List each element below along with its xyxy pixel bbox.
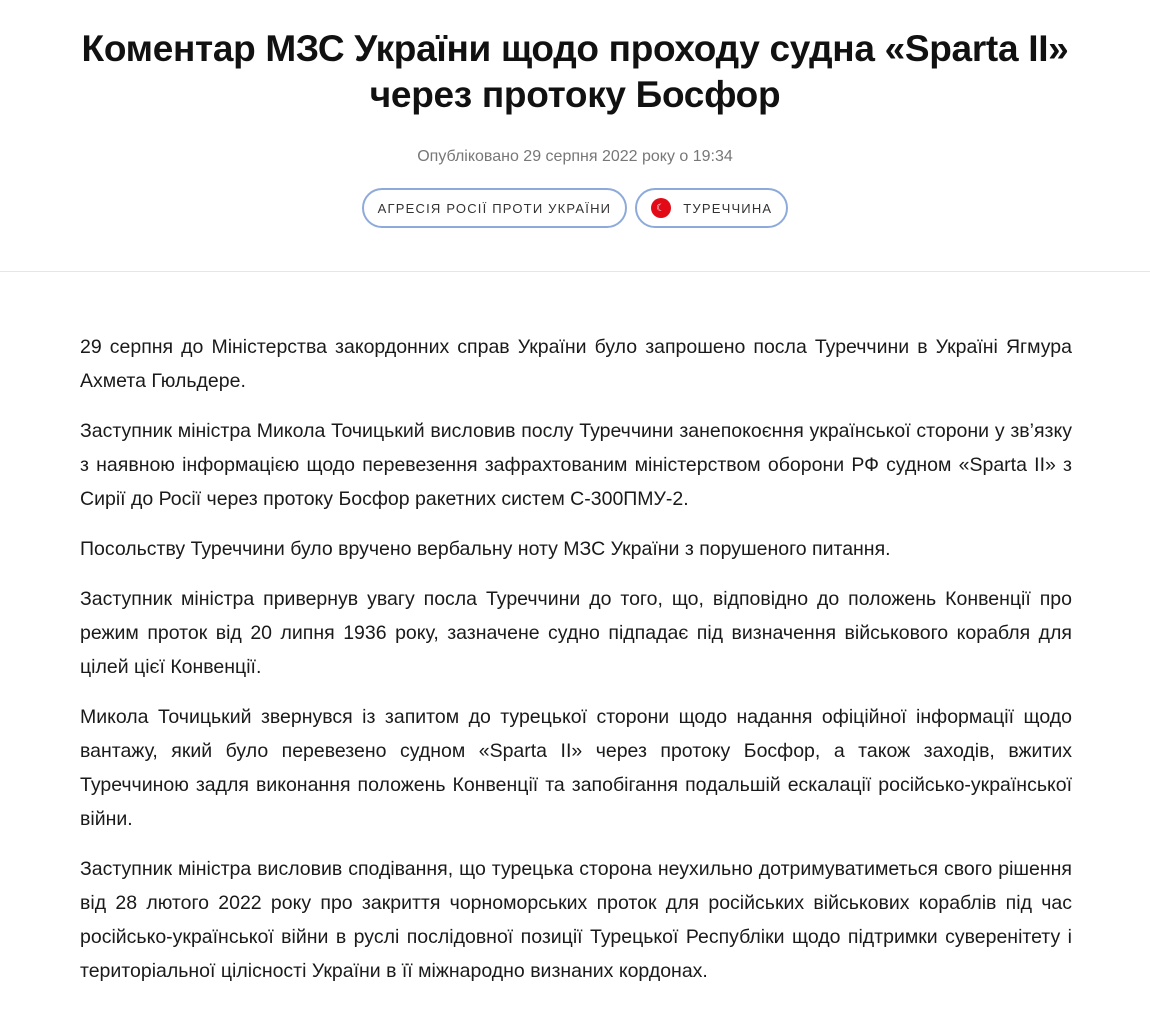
tag-label: ТУРЕЧЧИНА: [683, 200, 773, 216]
tag-russian-aggression[interactable]: [362, 188, 628, 228]
published-date: Опубліковано 29 серпня 2022 року о 19:34: [417, 148, 733, 165]
tag-turkey[interactable]: [635, 188, 788, 228]
paragraph: 29 серпня до Міністерства закордонних справ України було запрошено посла Туреччини в Україні Ягмура Ахмета Гюльдере.: [80, 336, 1072, 392]
turkey-flag-icon: ☾: [651, 198, 671, 218]
page-title: Коментар МЗС України щодо проходу судна «Sparta II» через протоку Босфор: [81, 28, 1069, 115]
paragraph: Заступник міністра висловив сподівання, що турецька сторона неухильно дотримуватиметься свого рішення від 28 лютого 2022 року про закриття чорноморських проток для російських військових кораблів під час російсько-української війни в руслі послідовної позиції Турецької Республіки щодо підтримки суверенітету і територіальної цілісності України в її міжнародно визнаних кордонах.: [80, 858, 1072, 982]
paragraph: Посольству Туреччини було вручено вербальну ноту МЗС України з порушеного питання.: [80, 538, 891, 560]
article-header: [0, 0, 1150, 272]
tag-label: АГРЕСІЯ РОСІЇ ПРОТИ УКРАЇНИ: [377, 200, 612, 216]
paragraph: Микола Точицький звернувся із запитом до турецької сторони щодо надання офіційної інформації щодо вантажу, який було перевезено судном «Sparta II» через протоку Босфор, а також заходів, вжитих Туреччиною задля виконання положень Конвенції та запобігання подальшій ескалації російсько-української війни.: [80, 706, 1072, 830]
paragraph: Заступник міністра Микола Точицький висловив послу Туреччини занепокоєння української сторони у зв’язку з наявною інформацією щодо перевезення зафрахтованим міністерством оборони РФ судном «Sparta II» з Сирії до Росії через протоку Босфор ракетних систем С-300ПМУ-2.: [80, 420, 1072, 510]
article-body: [0, 272, 1150, 988]
paragraph: Заступник міністра привернув увагу посла Туреччини до того, що, відповідно до положень Конвенції про режим проток від 20 липня 1936 року, зазначене судно підпадає під визначення військового корабля для цілей цієї Конвенції.: [80, 588, 1072, 678]
tag-list: [0, 188, 1150, 228]
